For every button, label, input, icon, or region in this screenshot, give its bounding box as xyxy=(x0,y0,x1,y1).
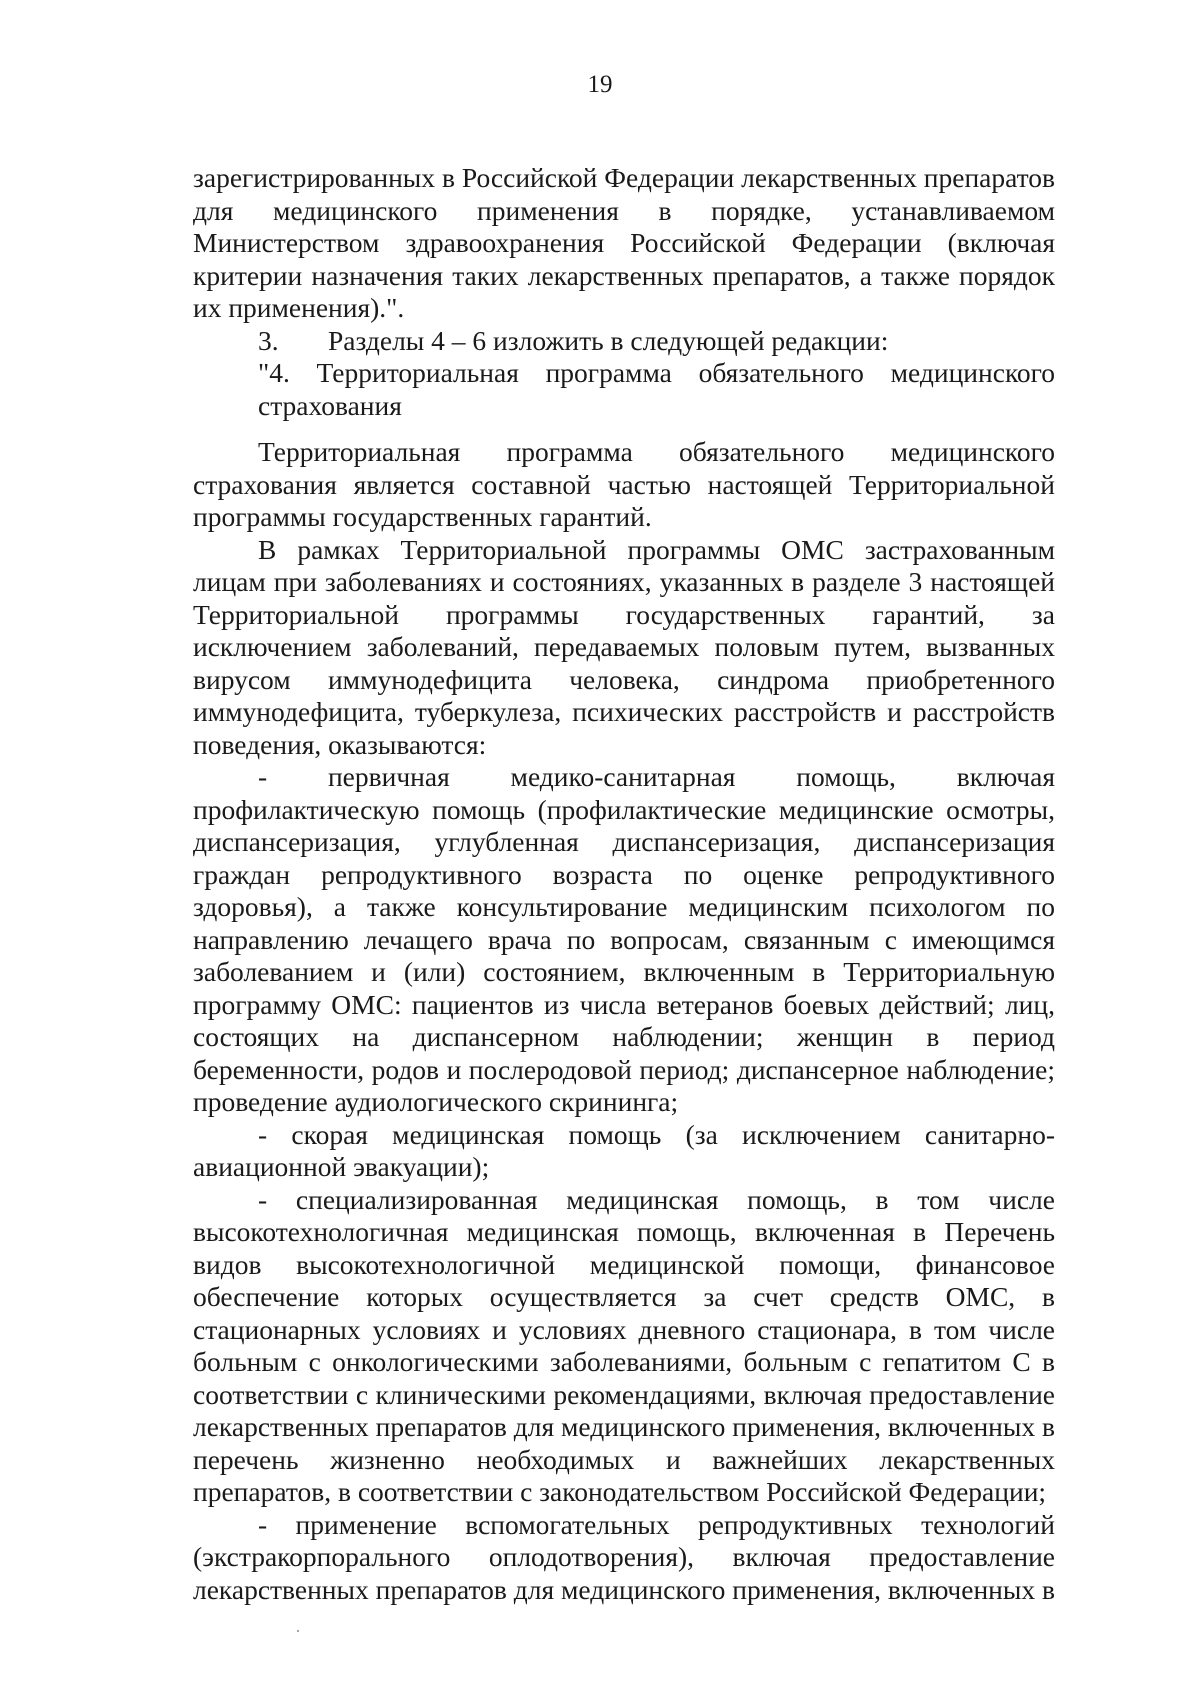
scan-speck xyxy=(297,1630,299,1632)
paragraph-tp-oms: Территориальная программа обязательного медицинского страхования является составной частью настоящей Территориальной программы государственных гарантий. xyxy=(193,436,1055,532)
item-3-number: 3. xyxy=(258,324,279,356)
section-4-heading: "4. Территориальная программа обязательного медицинского страхования xyxy=(258,357,1055,421)
list-item-specialized-care: - специализированная медицинская помощь, в том числе высокотехнологичная медицинская помощь, включенная в Перечень видов высокотехнологичной медицинской помощи, финансовое обеспечение которых осуществляется за счет средств ОМС, в стационарных условиях и условиях дневного стационара, в том числе больным с онкологическими заболеваниями, больным с гепатитом С в соответствии с клиническими рекомендациями, включая предоставление лекарственных препаратов для медицинского применения, включенных в перечень жизненно необходимых и важнейших лекарственных препаратов, в соответствии с законодательством Российской Федерации; xyxy=(193,1183,1055,1507)
list-item-primary-care: - первичная медико-санитарная помощь, включая профилактическую помощь (профилактические медицинские осмотры, диспансеризация, углубленная диспансеризация, диспансеризация граждан репродуктивного возраста по оценке репродуктивного здоровья), а также консультирование медицинским психологом по направлению лечащего врача по вопросам, связанным с имеющимся заболеванием и (или) состоянием, включенным в Территориальную программу ОМС: пациентов из числа ветеранов боевых действий; лиц, состоящих на диспансерном наблюдении; женщин в период беременности, родов и послеродовой период; диспансерное наблюдение; проведение аудиологического скрининга; xyxy=(193,761,1055,1117)
item-3 xyxy=(193,325,1055,358)
page-number: 19 xyxy=(587,71,613,98)
paragraph-continuation: зарегистрированных в Российской Федерации лекарственных препаратов для медицинского применения в порядке, устанавливаемом Министерством здравоохранения Российской Федерации (включая критерии назначения таких лекарственных препаратов, а также порядок их применения).". xyxy=(193,162,1055,323)
list-item-emergency-care: - скорая медицинская помощь (за исключением санитарно-авиационной эвакуации); xyxy=(193,1118,1055,1182)
paragraph-scope: В рамках Территориальной программы ОМС застрахованным лицам при заболеваниях и состояниях, указанных в разделе 3 настоящей Территориальной программы государственных гарантий, за исключением заболеваний, передаваемых половым путем, вызванных вирусом иммунодефицита человека, синдрома приобретенного иммунодефицита, туберкулеза, психических расстройств и расстройств поведения, оказываются: xyxy=(193,533,1055,760)
page-body xyxy=(193,162,1055,1606)
list-item-ivf: - применение вспомогательных репродуктивных технологий (экстракорпорального оплодотворения), включая предоставление лекарственных препаратов для медицинского применения, включенных в xyxy=(193,1508,1055,1605)
item-3-text: Разделы 4 – 6 изложить в следующей редакции: xyxy=(328,324,889,356)
